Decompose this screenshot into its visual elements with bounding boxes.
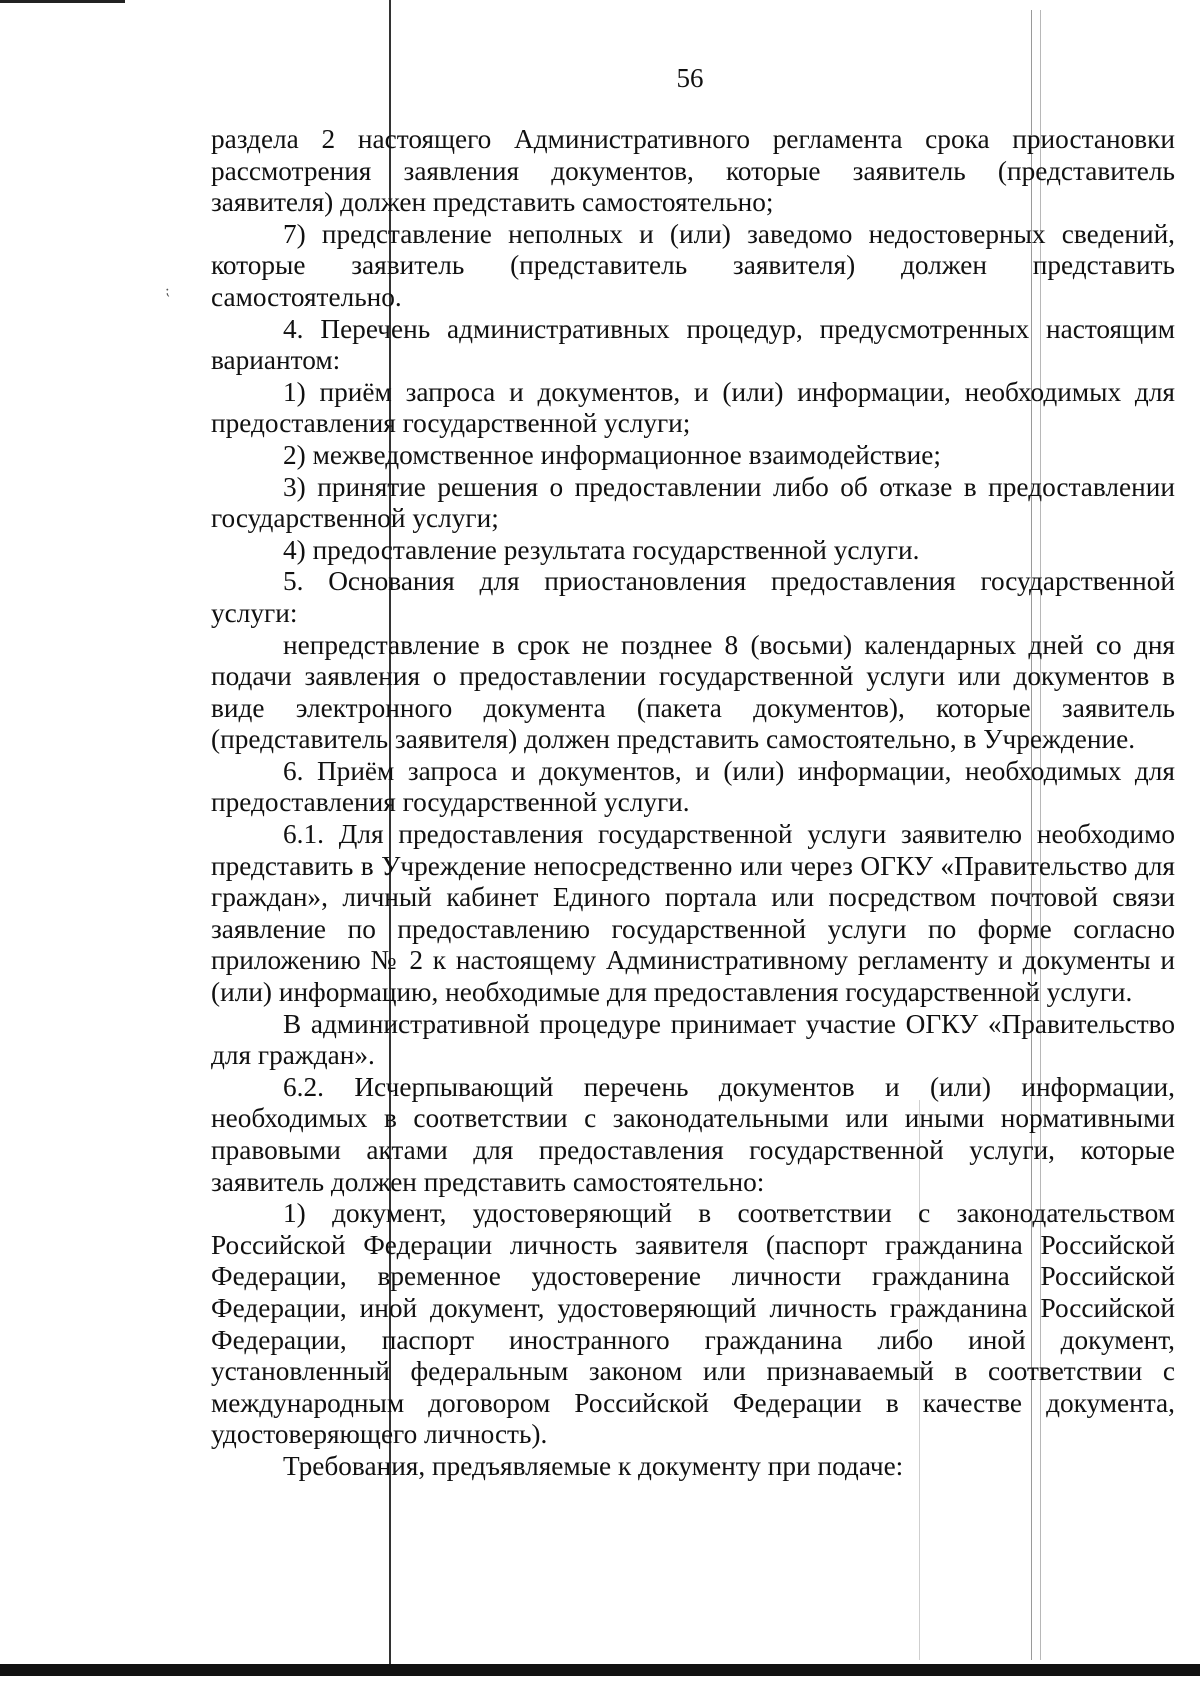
paragraph: 4. Перечень административных процедур, предусмотренных настоящим вариантом:: [211, 313, 1175, 376]
paragraph: В административной процедуре принимает участие ОГКУ «Правительство для граждан».: [211, 1008, 1175, 1071]
paragraph: раздела 2 настоящего Административного регламента срока приостановки рассмотрения заявления документов, которые заявитель (представитель заявителя) должен представить самостоятельно;: [211, 124, 1175, 218]
paragraph: Требования, предъявляемые к документу при подаче:: [283, 1450, 904, 1481]
paragraph: 4) предоставление результата государственной услуги.: [283, 534, 920, 565]
paragraph: 7) представление неполных и (или) заведомо недостоверных сведений, которые заявитель (представитель заявителя) должен представить самостоятельно.: [211, 218, 1175, 312]
paragraph: непредставление в срок не позднее 8 (восьми) календарных дней со дня подачи заявления о предоставлении государственной услуги или документов в виде электронного документа (пакета документов), которые заявитель (представитель заявителя) должен представить самостоятельно, в Учреждение.: [211, 629, 1175, 755]
paragraph: 6.2. Исчерпывающий перечень документов и (или) информации, необходимых в соответствии с законодательными или иными нормативными правовыми актами для предоставления государственной услуги, которые заявитель должен представить самостоятельно:: [211, 1071, 1175, 1197]
paragraph: 1) документ, удостоверяющий в соответствии с законодательством Российской Федерации личность заявителя (паспорт гражданина Российской Федерации, временное удостоверение личности гражданина Российской Федерации, иной документ, удостоверяющий личность гражданина Российской Федерации, паспорт иностранного гражданина либо иной документ, установленный федеральным законом или признаваемый в соответствии с международным договором Российской Федерации в качестве документа, удостоверяющего личность).: [211, 1198, 1175, 1450]
scan-speck: ⁏: [165, 284, 170, 299]
scan-edge-mark: [0, 0, 125, 3]
scan-bottom-edge: [0, 1664, 1200, 1676]
paragraph: 6.1. Для предоставления государственной услуги заявителю необходимо представить в Учреждение непосредственно или через ОГКУ «Правительство для граждан», личный кабинет Единого портала или посредством почтовой связи заявление по предоставлению государственной услуги по форме согласно приложению № 2 к настоящему Административному регламенту и документы и (или) информацию, необходимые для предоставления государственной услуги.: [211, 819, 1175, 1008]
paragraph: 3) принятие решения о предоставлении либо об отказе в предоставлении государственной услуги;: [211, 471, 1175, 534]
paragraph: 1) приём запроса и документов, и (или) информации, необходимых для предоставления государственной услуги;: [211, 376, 1175, 439]
document-body: [211, 124, 1175, 1483]
page-number: 56: [676, 63, 704, 93]
paragraph: 5. Основания для приостановления предоставления государственной услуги:: [211, 566, 1175, 628]
paragraph: 6. Приём запроса и документов, и (или) информации, необходимых для предоставления государственной услуги.: [211, 755, 1175, 818]
paragraph: 2) межведомственное информационное взаимодействие;: [283, 439, 941, 470]
